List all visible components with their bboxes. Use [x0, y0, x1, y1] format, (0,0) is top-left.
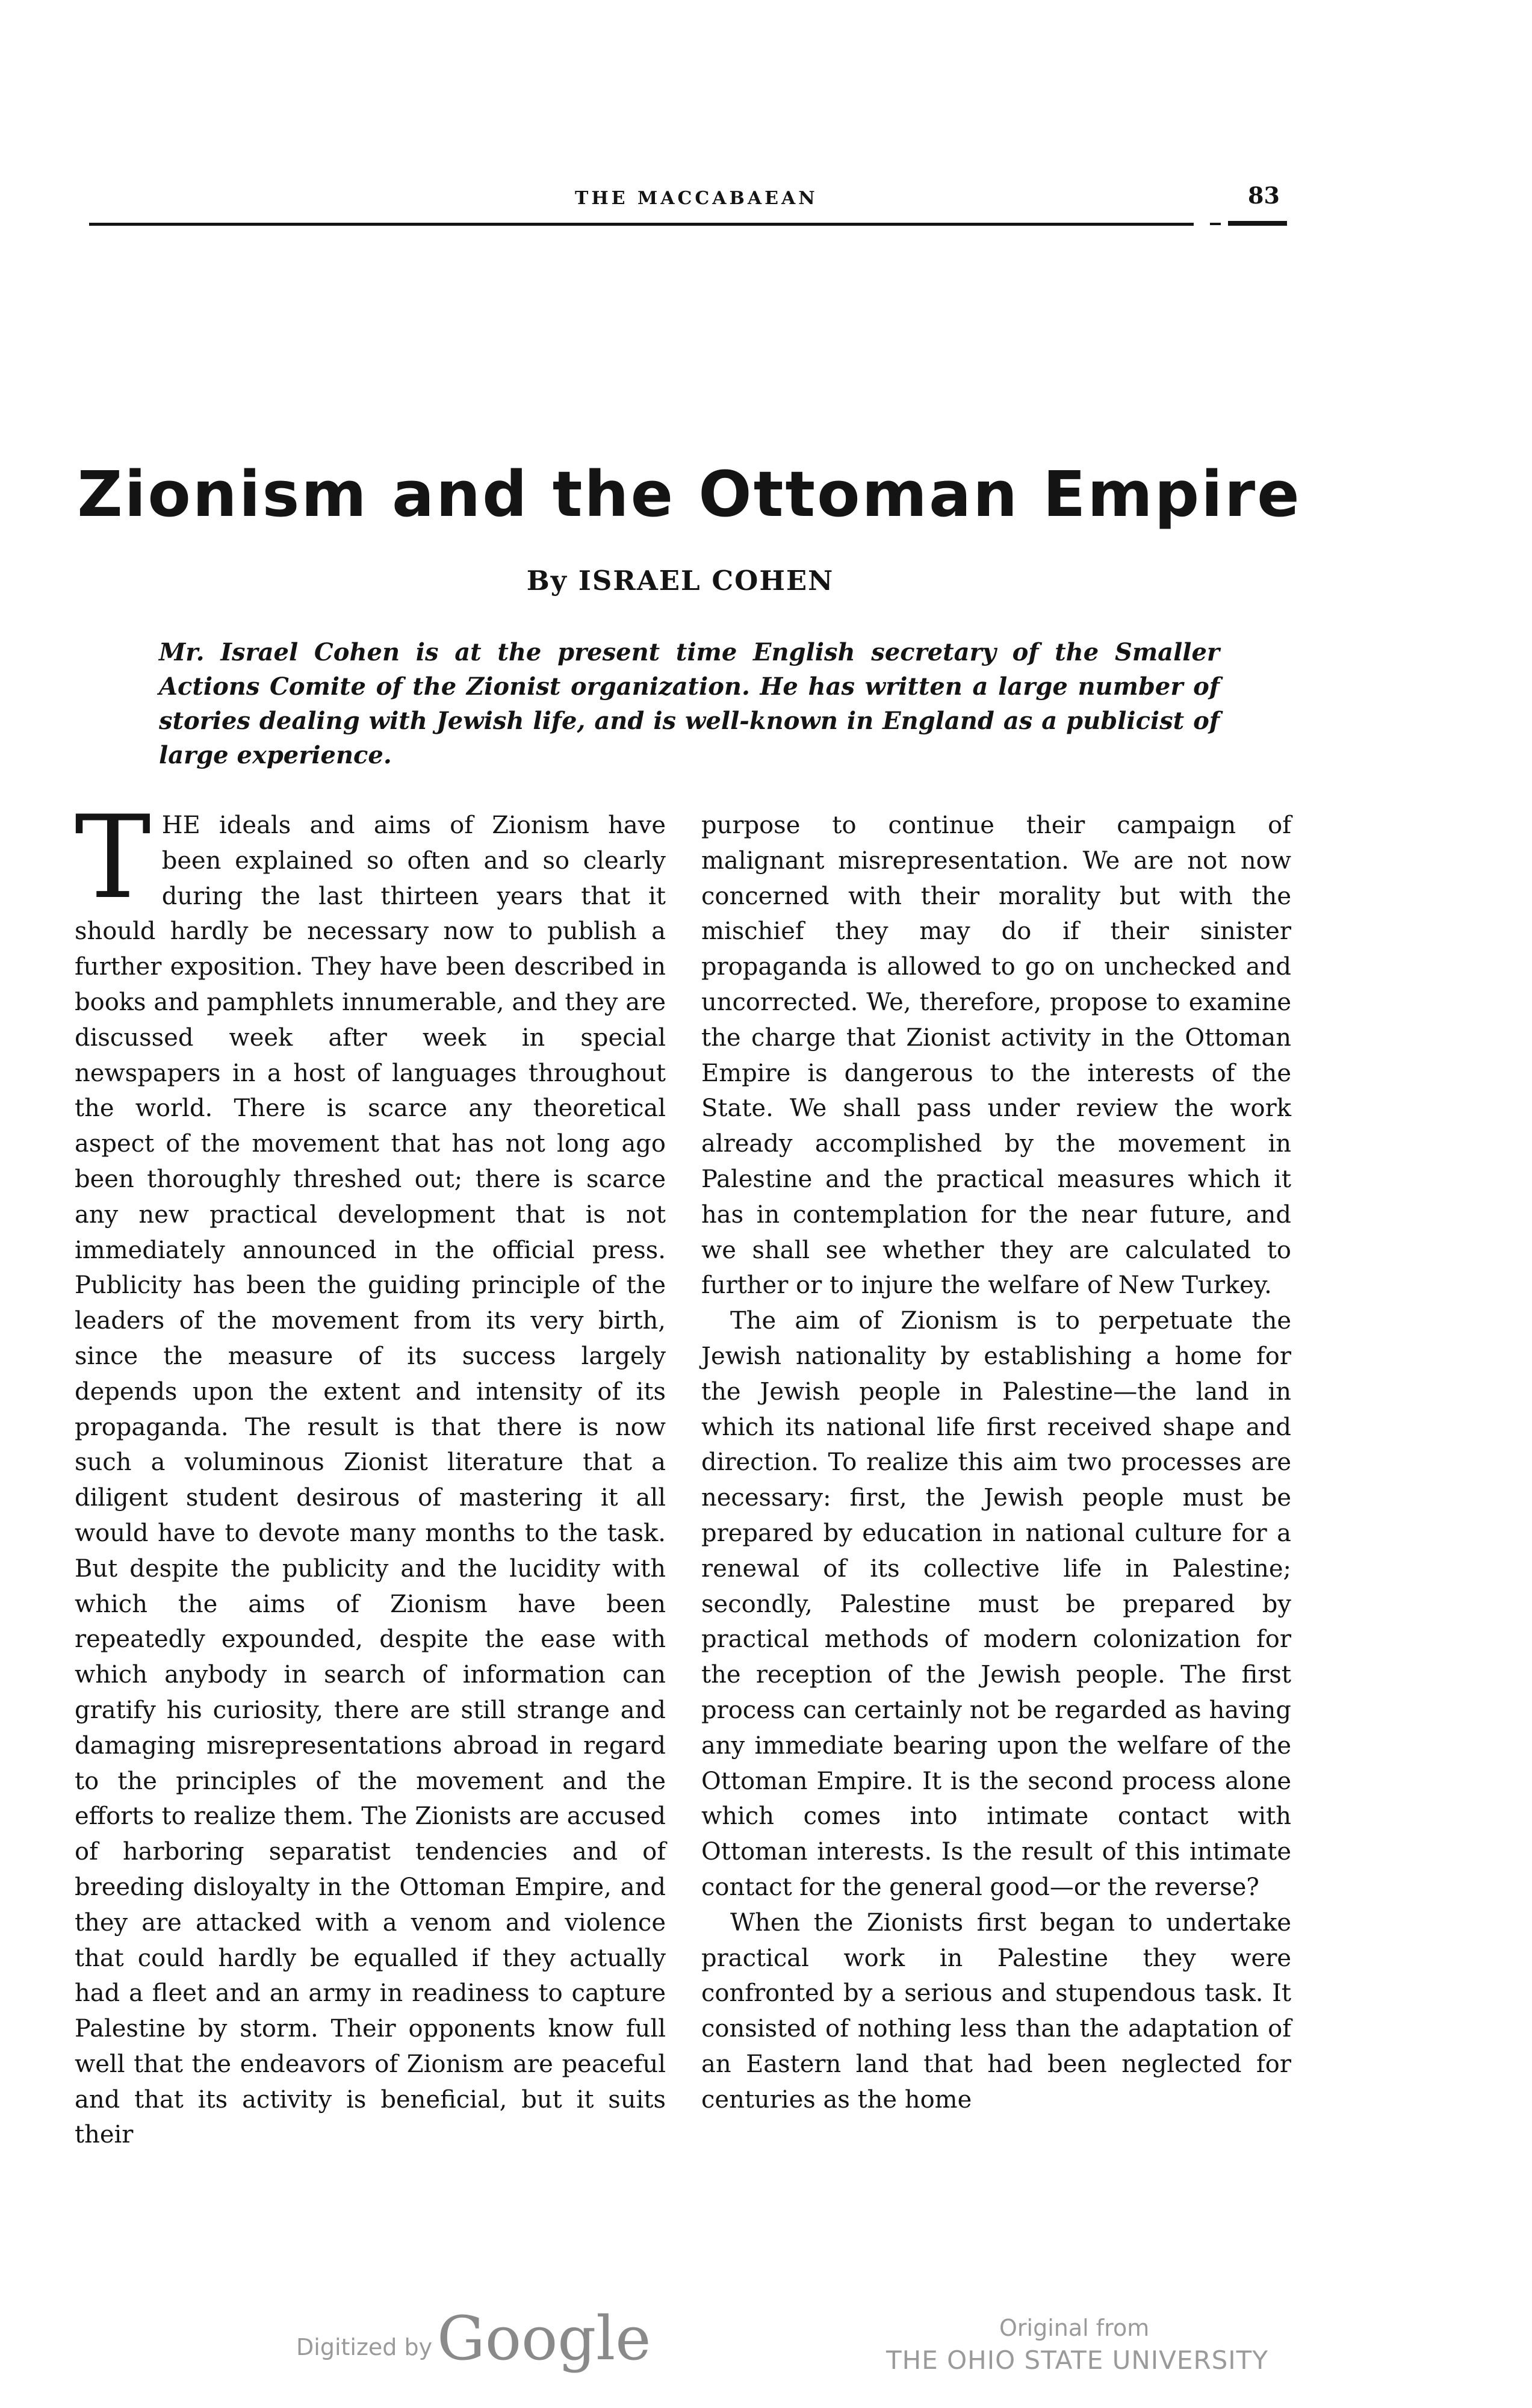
paragraph-text: HE ideals and aims of Zionism have been explained so often and so clearly during the last thirteen years that it should hardly be necessary now to publish a further exposition. They have been described in books and pamphlets innumerable, and they are discussed week after week in special newspapers in a host of languages throughout the world. There is scarce any theoretical aspect of the movement that has not long ago been thoroughly threshed out; there is scarce any new practical development that is not immediately announced in the official press. Publicity has been the guiding principle of the leaders of the movement from its very birth, since the measure of its success largely depends upon the extent and intensity of its propaganda. The result is that there is now such a voluminous Zionist literature that a diligent student desirous of mastering it all would have to devote many months to the task. But despite the publicity and the lucidity with which the aims of Zionism have been repeatedly expounded, despite the ease with which anybody in search of information can gratify his curiosity, there are still strange and damaging misrepresentations abroad in regard to the principles of the movement and the efforts to realize them. The Zionists are accused of harboring separatist tendencies and of breeding disloyalty in the Ottoman Empire, and they are attacked with a venom and violence that could hardly be equalled if they actually had a fleet and an army in readiness to capture Palestine by storm. Their opponents know full well that the endeavors of Zionism are peaceful and that its activity is beneficial, but it suits their: [75, 811, 666, 2149]
paragraph: [75, 791, 666, 2153]
left-column: [75, 791, 666, 2153]
drop-cap: T: [75, 791, 151, 924]
byline: [0, 565, 1360, 597]
university-name: THE OHIO STATE UNIVERSITY: [886, 2345, 1268, 2375]
right-column: [701, 808, 1291, 2117]
digitized-by-label: Digitized by: [296, 2334, 433, 2360]
author-name: ISRAEL COHEN: [578, 565, 834, 597]
paragraph: When the Zionists first began to undertake practical work in Palestine they were confronted by a serious and stupendous task. It consisted of nothing less than the adaptation of an Eastern land that had been neglected for centuries as the home: [701, 1908, 1291, 2114]
paragraph: The aim of Zionism is to perpetuate the Jewish nationality by establishing a home for the Jewish people in Palestine—the land in which its national life first received shape and direction. To realize this aim two processes are necessary: first, the Jewish people must be prepared by education in national culture for a renewal of its collective life in Palestine; secondly, Palestine must be prepared by practical methods of modern colonization for the reception of the Jewish people. The first process can certainly not be regarded as having any immediate bearing upon the welfare of the Ottoman Empire. It is the second process alone which comes into intimate contact with Ottoman interests. Is the result of this intimate contact for the general good—or the reverse?: [701, 1307, 1291, 1901]
journal-name: THE MACCABAEAN: [575, 188, 818, 209]
original-from-label: Original from: [999, 2315, 1150, 2341]
header-rule: [89, 223, 1194, 226]
header-rule-dash: [1210, 223, 1221, 225]
article-title: Zionism and the Ottoman Empire: [77, 458, 1301, 531]
google-logo: Google: [437, 2303, 651, 2374]
page-number: 83: [1248, 182, 1280, 209]
byline-prefix: By: [526, 565, 568, 597]
author-intro: Mr. Israel Cohen is at the present time English secretary of the Smaller Actions Comite of the Zionist organization. He has written a large number of stories dealing with Jewish life, and is well-known in England as a publicist of large experience.: [159, 638, 1220, 769]
paragraph: purpose to continue their campaign of malignant misrepresentation. We are not now concerned with their morality but with the mischief they may do if their sinister propaganda is allowed to go on unchecked and uncorrected. We, therefore, propose to examine the charge that Zionist activity in the Ottoman Empire is dangerous to the interests of the State. We shall pass under review the work already accomplished by the movement in Palestine and the practical measures which it has in contemplation for the near future, and we shall see whether they are calculated to further or to injure the welfare of New Turkey.: [701, 811, 1291, 1300]
header-rule-right: [1228, 221, 1287, 226]
